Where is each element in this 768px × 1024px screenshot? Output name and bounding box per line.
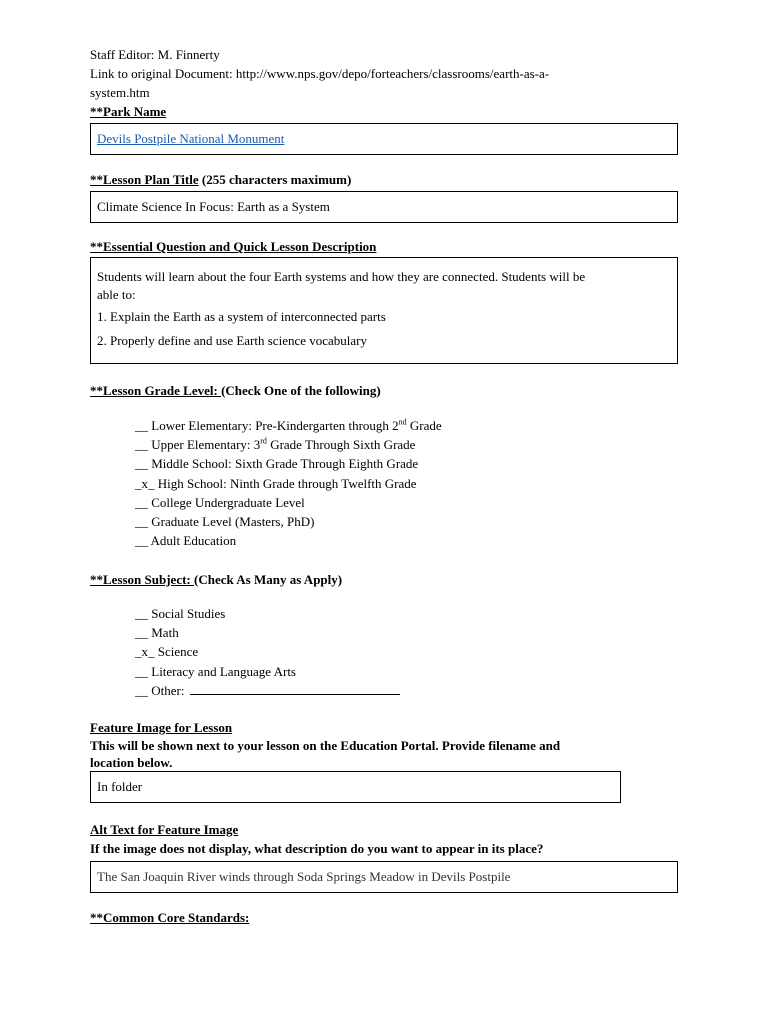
alt-text-label: Alt Text for Feature Image — [90, 822, 239, 837]
lesson-title-note: (255 characters maximum) — [198, 172, 352, 187]
feature-image-value: In folder — [97, 779, 143, 794]
feature-image-desc2: location below. — [90, 755, 173, 770]
subject-heading — [90, 571, 342, 589]
feature-image-box — [90, 771, 621, 803]
grade-option[interactable] — [135, 494, 305, 512]
subject-option-mark: __ — [135, 682, 152, 698]
grade-option-text: Graduate Level (Masters, PhD) — [151, 514, 315, 529]
grade-option[interactable] — [135, 475, 417, 493]
lesson-title-heading — [90, 171, 351, 189]
original-link-line1: Link to original Document: http://www.nps.gov/depo/forteachers/classrooms/earth-as-a- — [90, 66, 550, 81]
subject-option-text: Other: — [151, 682, 188, 698]
subject-option-text: Literacy and Language Arts — [151, 663, 296, 679]
grade-option-mark: __ — [135, 437, 152, 453]
staff-editor: Staff Editor: M. Finnerty — [90, 47, 220, 62]
grade-option-mark: __ — [135, 514, 152, 529]
subject-option-text: Social Studies — [151, 606, 226, 621]
subject-option[interactable] — [135, 682, 400, 700]
subject-option-text: Math — [151, 625, 179, 641]
grade-option-after: Grade — [406, 418, 442, 433]
essential-question-item2: 2. Properly define and use Earth science vocabulary — [97, 333, 368, 348]
alt-text-value: The San Joaquin River winds through Soda Springs Meadow in Devils Postpile — [97, 869, 511, 884]
grade-option[interactable] — [135, 513, 314, 531]
grade-option-sup: rd — [260, 436, 267, 446]
essential-question-label: **Essential Question and Quick Lesson Description — [90, 239, 377, 254]
feature-image-desc1: This will be shown next to your lesson on the Education Portal. Provide filename and — [90, 738, 561, 753]
feature-image-label: Feature Image for Lesson — [90, 720, 233, 735]
grade-option-text: High School: Ninth Grade through Twelfth Grade — [157, 475, 417, 491]
grade-option-sup: nd — [398, 417, 407, 427]
grade-option-mark: __ — [135, 418, 152, 433]
subject-option[interactable] — [135, 624, 179, 642]
subject-option-mark: __ — [135, 625, 152, 641]
grade-option[interactable] — [135, 436, 415, 454]
grade-option-text: Middle School: Sixth Grade Through Eighth Grade — [151, 456, 419, 472]
subject-note: (Check As Many as Apply) — [194, 572, 343, 587]
subject-option-text: Science — [157, 644, 199, 660]
park-name-box — [90, 123, 678, 155]
alt-text-box — [90, 861, 678, 893]
essential-question-line2: able to: — [97, 287, 136, 302]
grade-option-text: Adult Education — [150, 533, 237, 549]
grade-option[interactable] — [135, 532, 236, 550]
grade-option-mark: __ — [135, 533, 151, 549]
subject-option[interactable] — [135, 663, 296, 681]
grade-option-text: College Undergraduate Level — [151, 494, 305, 510]
essential-question-line1: Students will learn about the four Earth systems and how they are connected. Students will be — [97, 269, 586, 284]
essential-question-item1: 1. Explain the Earth as a system of interconnected parts — [97, 309, 386, 324]
grade-option[interactable] — [135, 417, 442, 435]
subject-label: **Lesson Subject: — [90, 572, 195, 587]
lesson-title-value: Climate Science In Focus: Earth as a System — [97, 199, 330, 214]
subject-option[interactable] — [135, 605, 225, 623]
park-name-label: **Park Name — [90, 104, 167, 119]
subject-option[interactable] — [135, 643, 198, 661]
grade-option-mark: _x_ — [135, 475, 158, 491]
grade-level-label: **Lesson Grade Level: — [90, 383, 222, 398]
subject-option-mark: __ — [135, 663, 152, 679]
alt-text-desc: If the image does not display, what description do you want to appear in its place? — [90, 841, 544, 856]
grade-level-heading — [90, 382, 381, 400]
grade-option-text: Lower Elementary: Pre-Kindergarten through 2 — [151, 418, 399, 433]
original-link-line2: system.htm — [90, 85, 150, 100]
common-core-label: **Common Core Standards: — [90, 910, 250, 925]
park-name-link[interactable]: Devils Postpile National Monument — [97, 131, 285, 146]
grade-option-after: Grade Through Sixth Grade — [266, 437, 416, 453]
grade-option-text: Upper Elementary: 3 — [151, 437, 261, 453]
grade-option-mark: __ — [135, 494, 152, 510]
lesson-title-label: **Lesson Plan Title — [90, 172, 199, 187]
grade-option-mark: __ — [135, 456, 152, 472]
grade-level-note: (Check One of the following) — [221, 383, 381, 398]
essential-question-box — [90, 257, 678, 364]
subject-option-mark: _x_ — [135, 644, 158, 660]
grade-option[interactable] — [135, 455, 418, 473]
subject-option-mark: __ — [135, 606, 152, 621]
other-subject-blank[interactable] — [190, 684, 400, 695]
lesson-title-box — [90, 191, 678, 223]
